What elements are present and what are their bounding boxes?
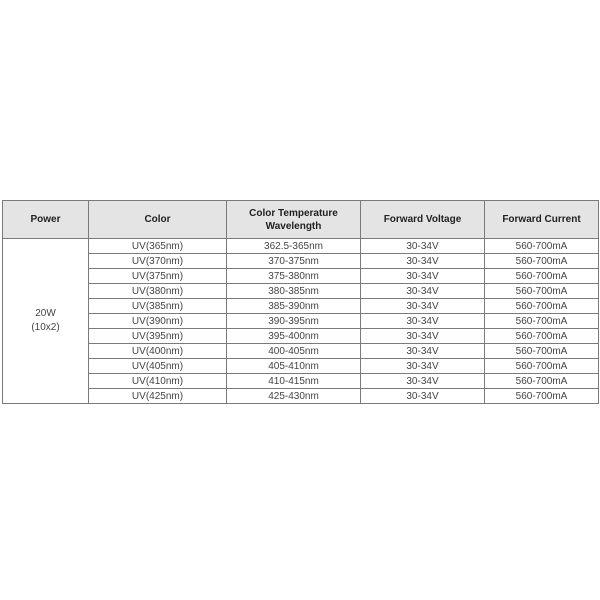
spec-table — [2, 200, 599, 404]
header-forward-current: Forward Current — [485, 201, 599, 239]
color-cell: UV(385nm) — [89, 299, 227, 314]
current-cell: 560-700mA — [485, 389, 599, 404]
power-configuration: (10x2) — [31, 322, 60, 333]
wavelength-cell: 410-415nm — [227, 374, 361, 389]
color-cell: UV(405nm) — [89, 359, 227, 374]
table-row — [3, 374, 599, 389]
color-cell: UV(425nm) — [89, 389, 227, 404]
header-forward-voltage: Forward Voltage — [361, 201, 485, 239]
current-cell: 560-700mA — [485, 344, 599, 359]
voltage-cell: 30-34V — [361, 284, 485, 299]
voltage-cell: 30-34V — [361, 359, 485, 374]
power-cell — [3, 239, 89, 404]
voltage-cell: 30-34V — [361, 239, 485, 254]
voltage-cell: 30-34V — [361, 374, 485, 389]
table-row — [3, 269, 599, 284]
current-cell: 560-700mA — [485, 239, 599, 254]
header-color: Color — [89, 201, 227, 239]
color-cell: UV(390nm) — [89, 314, 227, 329]
header-color-temperature-line2: Wavelength — [265, 220, 322, 232]
table-body — [3, 239, 599, 404]
table-row — [3, 284, 599, 299]
table-row — [3, 239, 599, 254]
wavelength-cell: 380-385nm — [227, 284, 361, 299]
wavelength-cell: 395-400nm — [227, 329, 361, 344]
table-row — [3, 299, 599, 314]
wavelength-cell: 400-405nm — [227, 344, 361, 359]
voltage-cell: 30-34V — [361, 389, 485, 404]
voltage-cell: 30-34V — [361, 269, 485, 284]
voltage-cell: 30-34V — [361, 329, 485, 344]
wavelength-cell: 362.5-365nm — [227, 239, 361, 254]
current-cell: 560-700mA — [485, 254, 599, 269]
wavelength-cell: 385-390nm — [227, 299, 361, 314]
table-row — [3, 314, 599, 329]
table-row — [3, 329, 599, 344]
current-cell: 560-700mA — [485, 314, 599, 329]
wavelength-cell: 390-395nm — [227, 314, 361, 329]
table-row — [3, 359, 599, 374]
color-cell: UV(365nm) — [89, 239, 227, 254]
wavelength-cell: 425-430nm — [227, 389, 361, 404]
wavelength-cell: 375-380nm — [227, 269, 361, 284]
color-cell: UV(375nm) — [89, 269, 227, 284]
color-cell: UV(380nm) — [89, 284, 227, 299]
header-color-temperature-line1: Color Temperature — [249, 207, 338, 219]
color-cell: UV(370nm) — [89, 254, 227, 269]
current-cell: 560-700mA — [485, 284, 599, 299]
header-power: Power — [3, 201, 89, 239]
header-color-temperature — [227, 201, 361, 239]
voltage-cell: 30-34V — [361, 314, 485, 329]
power-value: 20W — [35, 308, 56, 319]
current-cell: 560-700mA — [485, 269, 599, 284]
wavelength-cell: 370-375nm — [227, 254, 361, 269]
wavelength-cell: 405-410nm — [227, 359, 361, 374]
color-cell: UV(410nm) — [89, 374, 227, 389]
color-cell: UV(395nm) — [89, 329, 227, 344]
table-row — [3, 344, 599, 359]
table-row — [3, 254, 599, 269]
header-row — [3, 201, 599, 239]
current-cell: 560-700mA — [485, 329, 599, 344]
table-header — [3, 201, 599, 239]
table-row — [3, 389, 599, 404]
color-cell: UV(400nm) — [89, 344, 227, 359]
current-cell: 560-700mA — [485, 359, 599, 374]
voltage-cell: 30-34V — [361, 254, 485, 269]
current-cell: 560-700mA — [485, 299, 599, 314]
voltage-cell: 30-34V — [361, 299, 485, 314]
current-cell: 560-700mA — [485, 374, 599, 389]
voltage-cell: 30-34V — [361, 344, 485, 359]
